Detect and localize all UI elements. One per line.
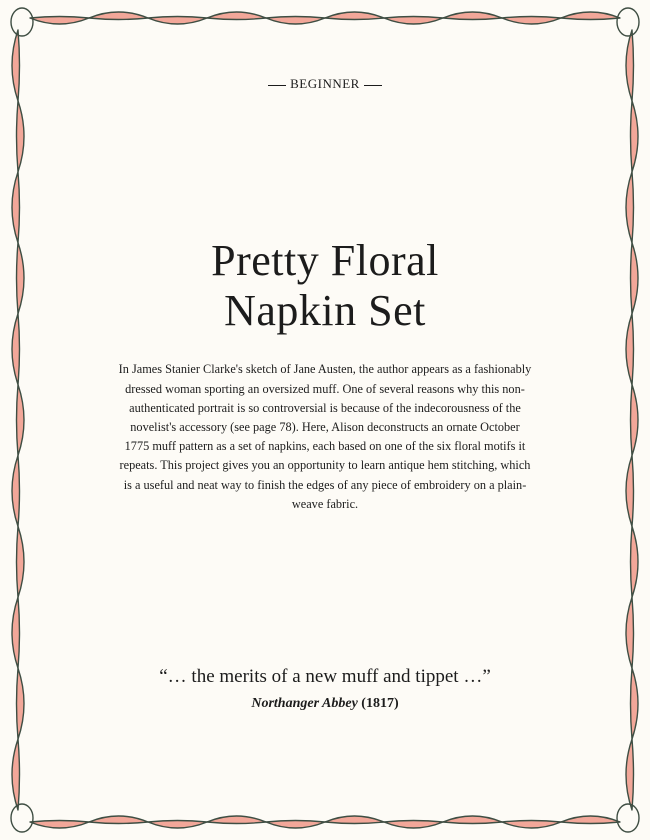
left-ribbon-twist [12,172,20,243]
intro-paragraph: In James Stanier Clarke's sketch of Jane Austen, the author appears as a fashionably dressed woman sporting an oversized muff. One of several reasons why this non-authenticated portrait is so controversial is because of the indecorousness of the novelist's accessory (see page 78). Here, Alison deconstructs an ornate October 1775 muff pattern as a set of napkins, each based on one of the six floral motifs it repeats. This project gives you an opportunity to learn antique hem stitching, which is a useful and neat way to finish the edges of any piece of embroidery on a plain-weave fabric. [118,362,532,511]
page-title [0,236,650,336]
bottom-ribbon-twist [561,816,620,824]
difficulty-text: BEGINNER [290,76,360,91]
corner-loop-icon [617,8,639,36]
top-ribbon-twist [443,12,502,20]
epigraph-source [0,696,650,712]
top-ribbon-twist [384,17,443,25]
left-ribbon-twist [17,101,25,172]
top-ribbon-twist [561,12,620,20]
bottom-ribbon-twist [30,821,89,829]
epigraph-quote: “… the merits of a new muff and tippet …” [159,666,491,687]
title-line-2: Napkin Set [224,286,426,335]
bottom-ribbon-twist [502,821,561,829]
bottom-ribbon-twist [89,816,148,824]
left-ribbon-twist [12,455,20,526]
source-book: Northanger Abbey [251,696,358,711]
bottom-ribbon-twist [325,816,384,824]
top-ribbon-twist [502,17,561,25]
top-ribbon-twist [30,17,89,25]
right-ribbon-twist [631,385,639,456]
left-dash [268,85,286,86]
top-ribbon-twist [266,17,325,25]
bottom-ribbon-twist [443,816,502,824]
source-year: (1817) [361,696,399,711]
right-ribbon-twist [626,172,634,243]
right-ribbon-twist [626,597,634,668]
bottom-ribbon-twist [384,821,443,829]
bottom-ribbon-twist [266,821,325,829]
right-ribbon-twist [626,455,634,526]
difficulty-label [0,76,650,92]
right-ribbon-twist [631,526,639,597]
top-ribbon-twist [89,12,148,20]
top-ribbon-twist [207,12,266,20]
right-ribbon-twist [631,101,639,172]
right-ribbon-twist [626,739,634,810]
bottom-ribbon-twist [207,816,266,824]
top-ribbon-twist [148,17,207,25]
left-ribbon-twist [17,385,25,456]
right-dash [364,85,382,86]
top-ribbon-twist [325,12,384,20]
title-line-1: Pretty Floral [211,236,439,285]
corner-loop-icon [11,8,33,36]
bottom-ribbon-twist [148,821,207,829]
left-ribbon-twist [12,597,20,668]
left-ribbon-twist [12,739,20,810]
corner-loop-icon [617,804,639,832]
corner-loop-icon [11,804,33,832]
left-ribbon-twist [17,526,25,597]
